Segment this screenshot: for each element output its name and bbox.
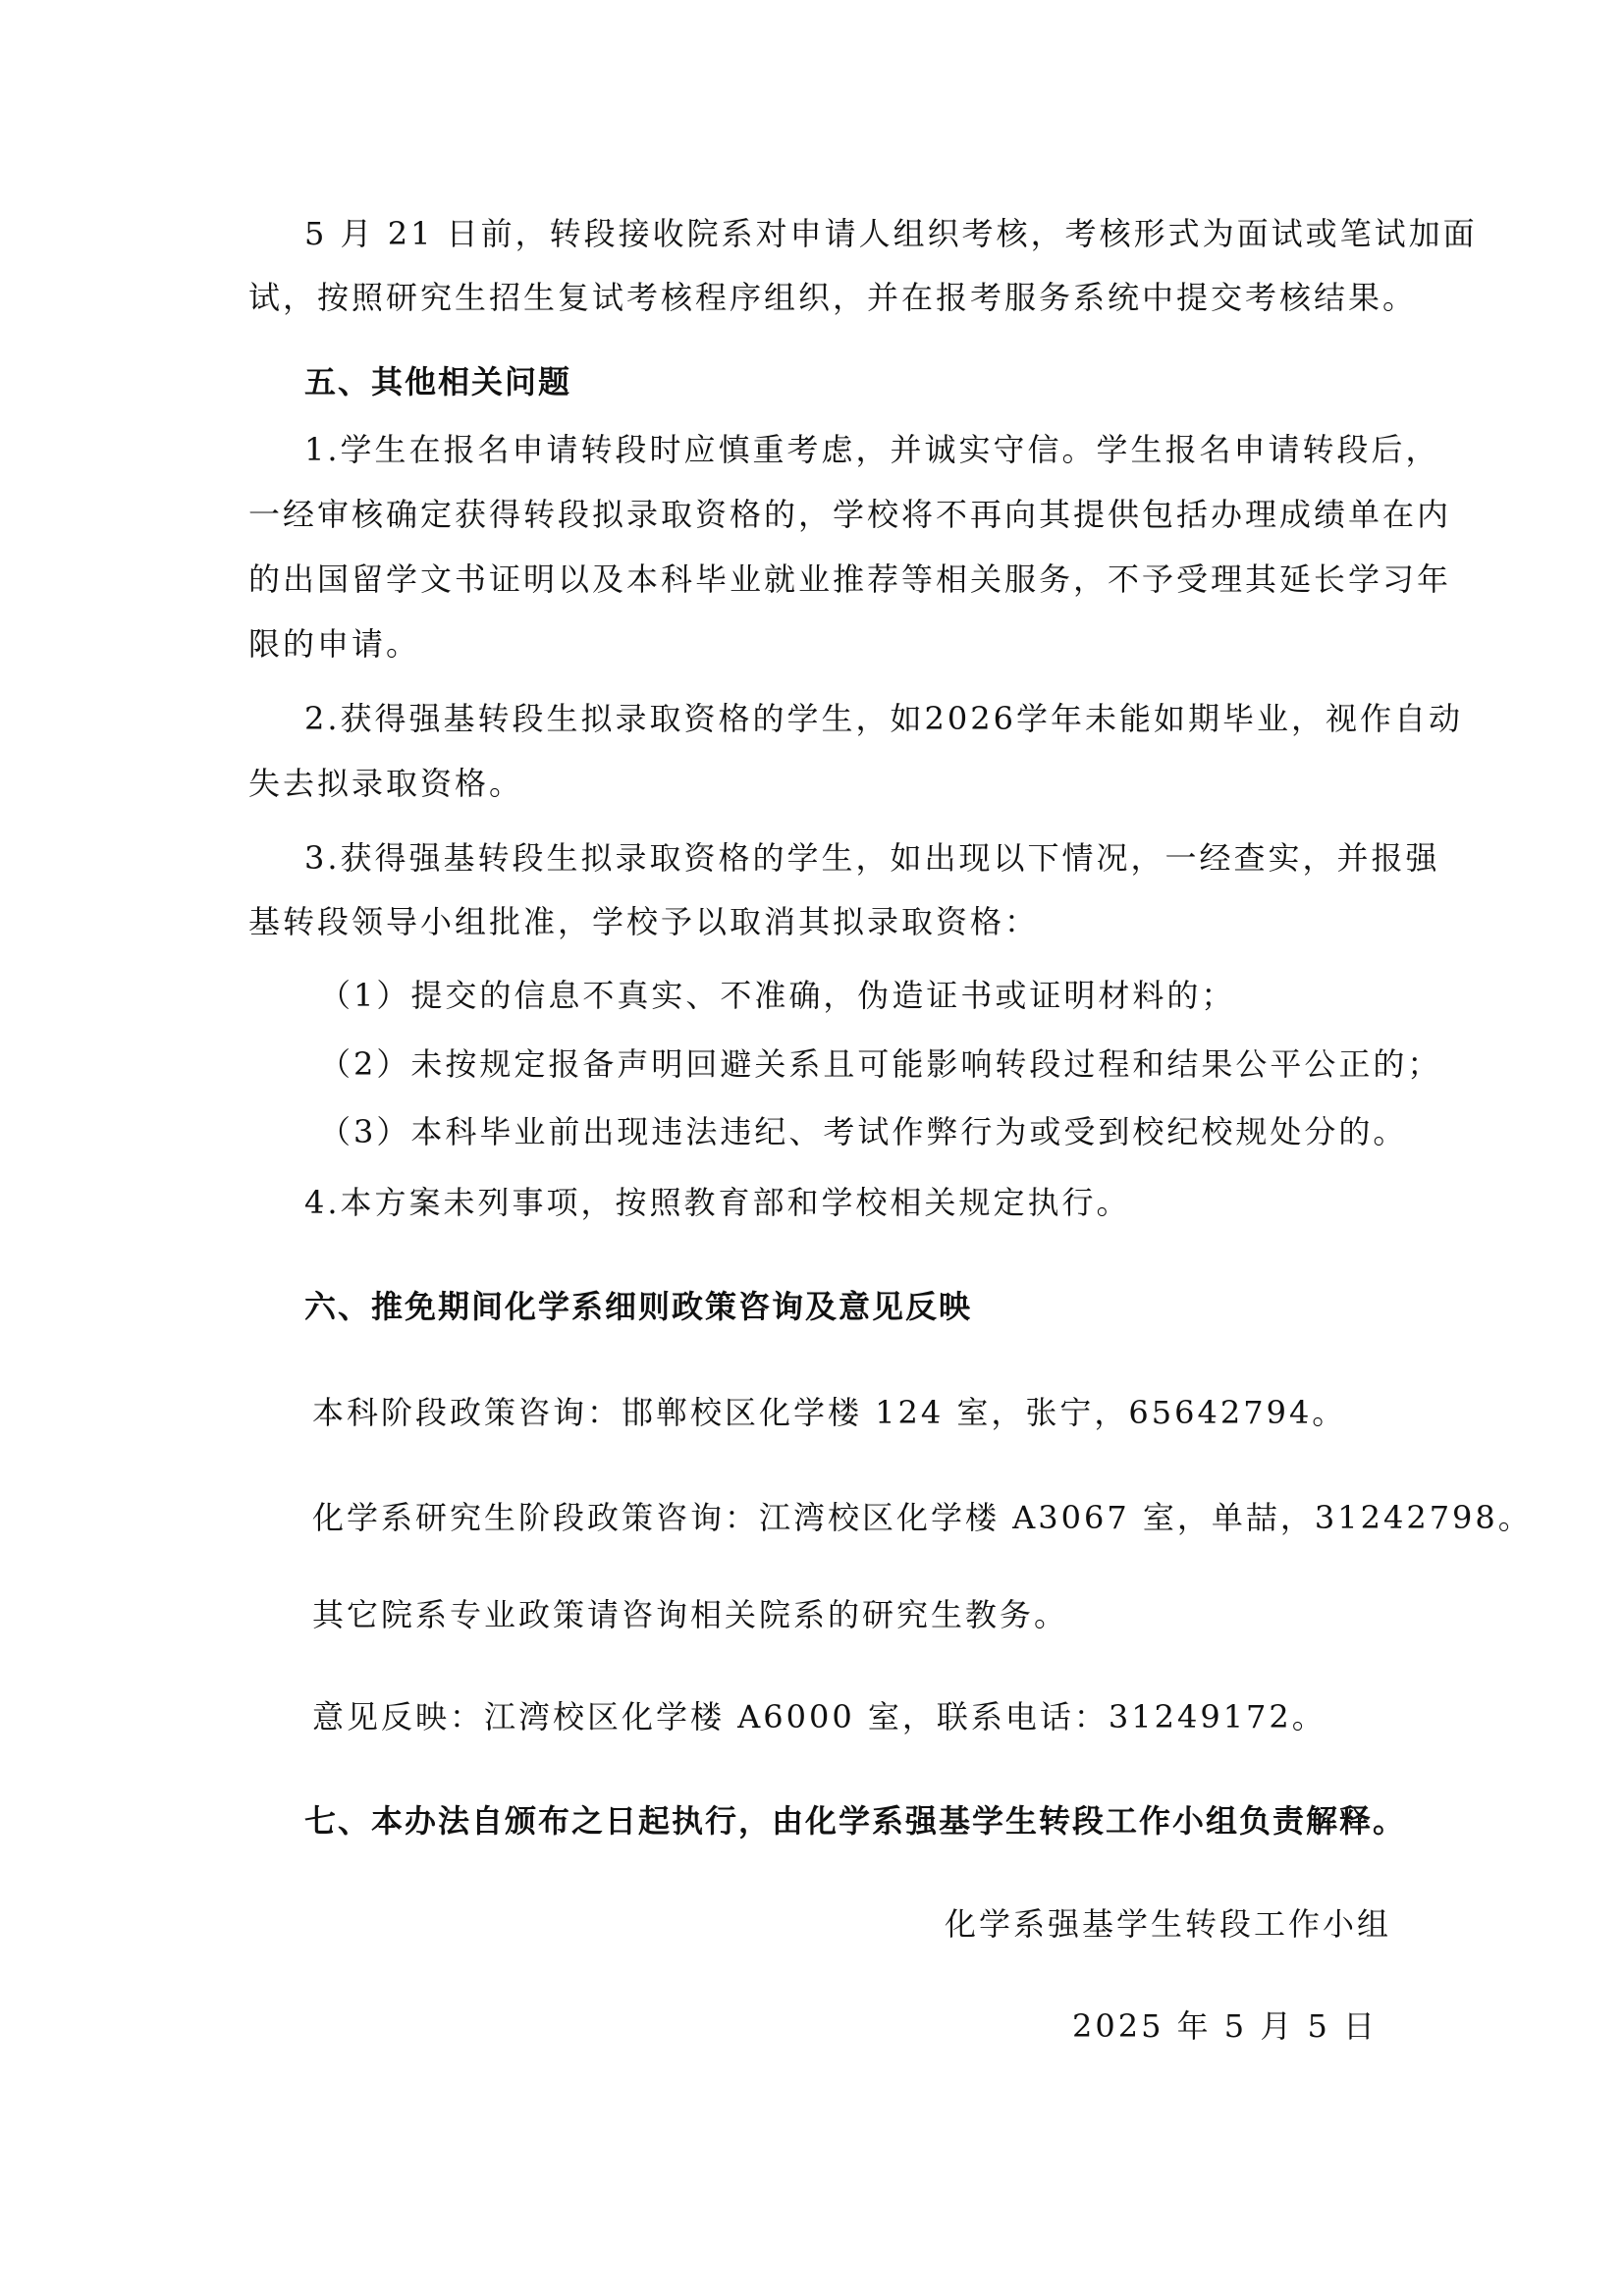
section-5-item-1-line-4: 限的申请。 [248, 625, 421, 663]
section-5-item-4: 4.本方案未列事项，按照教育部和学校相关规定执行。 [304, 1184, 1131, 1221]
assessment-paragraph-line-1: 5 月 21 日前，转段接收院系对申请人组织考核，考核形式为面试或笔试加面 [304, 215, 1478, 252]
section-5-item-2-line-1: 2.获得强基转段生拟录取资格的学生，如2026学年未能如期毕业，视作自动 [304, 700, 1463, 737]
section-5-item-2-line-2: 失去拟录取资格。 [248, 765, 524, 802]
section-5-item-1-line-1: 1.学生在报名申请转段时应慎重考虑，并诚实守信。学生报名申请转段后， [304, 431, 1440, 468]
section-5-heading: 五、其他相关问题 [304, 363, 572, 400]
list-item: （3）本科毕业前出现违法违纪、考试作弊行为或受到校纪校规处分的。 [319, 1113, 1408, 1150]
section-7-heading: 七、本办法自颁布之日起执行，由化学系强基学生转段工作小组负责解释。 [304, 1802, 1407, 1840]
section-5-item-1-line-2: 一经审核确定获得转段拟录取资格的，学校将不再向其提供包括办理成绩单在内 [248, 496, 1452, 533]
list-item: （1）提交的信息不真实、不准确，伪造证书或证明材料的； [319, 977, 1236, 1014]
graduate-policy-contact: 化学系研究生阶段政策咨询：江湾校区化学楼 A3067 室，单喆，31242798。 [312, 1499, 1533, 1536]
section-5-item-1-line-3: 的出国留学文书证明以及本科毕业就业推荐等相关服务，不予受理其延长学习年 [248, 561, 1452, 598]
other-departments-note: 其它院系专业政策请咨询相关院系的研究生教务。 [312, 1596, 1069, 1633]
assessment-paragraph-line-2: 试，按照研究生招生复试考核程序组织，并在报考服务系统中提交考核结果。 [248, 279, 1418, 316]
list-item: （2）未按规定报备声明回避关系且可能影响转段过程和结果公平公正的； [319, 1045, 1442, 1083]
feedback-contact: 意见反映：江湾校区化学楼 A6000 室，联系电话：31249172。 [312, 1698, 1326, 1735]
section-5-item-3-line-2: 基转段领导小组批准，学校予以取消其拟录取资格： [248, 903, 1040, 940]
signature-organization: 化学系强基学生转段工作小组 [945, 1905, 1392, 1943]
section-6-heading: 六、推免期间化学系细则政策咨询及意见反映 [304, 1288, 973, 1325]
signature-date: 2025 年 5 月 5 日 [1072, 2007, 1379, 2045]
section-5-item-3-line-1: 3.获得强基转段生拟录取资格的学生，如出现以下情况，一经查实，并报强 [304, 839, 1440, 877]
undergrad-policy-contact: 本科阶段政策咨询：邯郸校区化学楼 124 室，张宁，65642794。 [312, 1394, 1347, 1431]
